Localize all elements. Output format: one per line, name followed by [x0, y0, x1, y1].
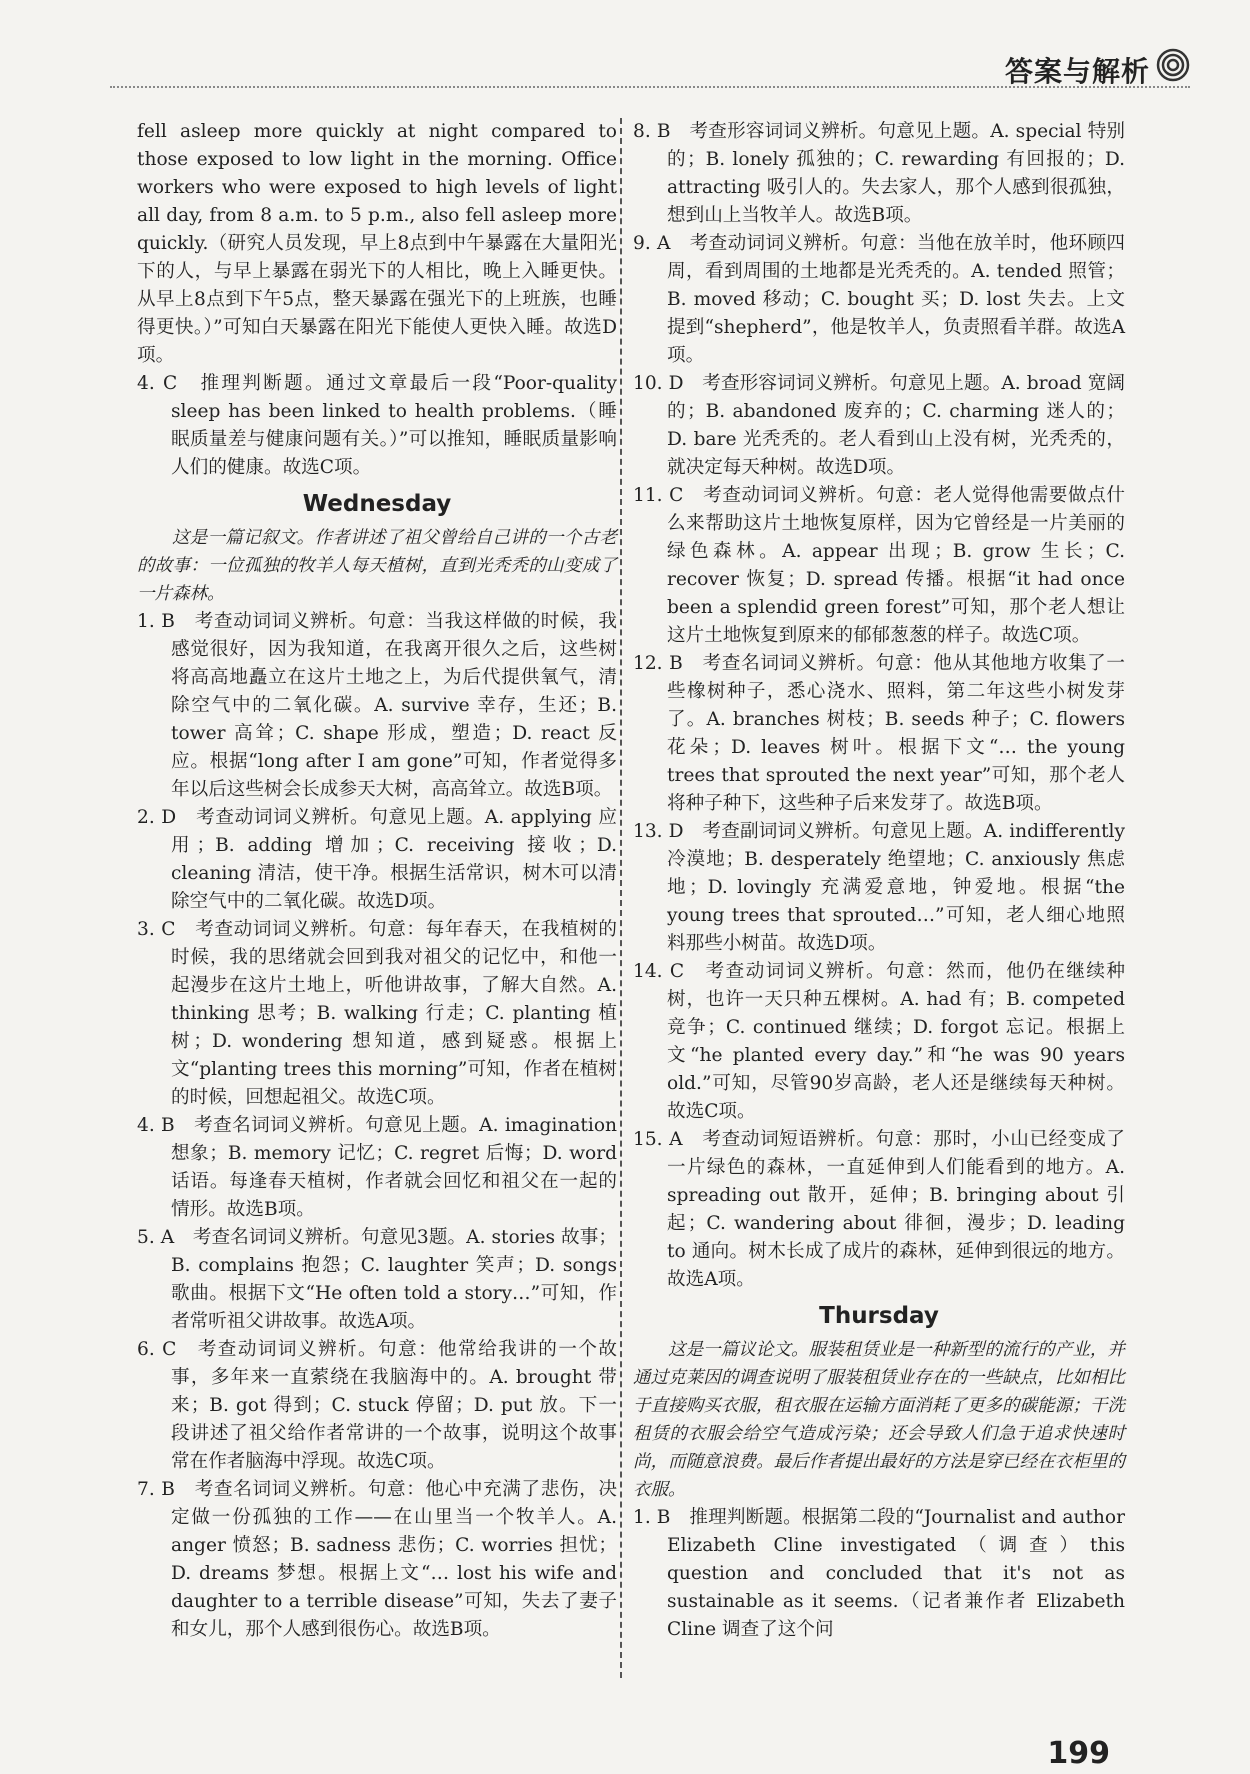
answer-item: 3. C 考查动词词义辨析。句意：每年春天，在我植树的时候，我的思绪就会回到我对祖父的记忆中，和他一起漫步在这片土地上，听他讲故事，了解大自然。A. thinking 思考；B. walking 行走；C. planting 植树；D. wondering 想知道，感到疑惑。根据上文“planting trees this morning”可知，作者在植树的时候，回想起祖父。故选C项。 — [137, 919, 617, 1108]
header-divider — [110, 86, 1190, 88]
answer-item: 5. A 考查名词词义辨析。句意见3题。A. stories 故事；B. complains 抱怨；C. laughter 笑声；D. songs 歌曲。根据下文“He often told a story…”可知，作者常听祖父讲故事。故选A项。 — [137, 1227, 617, 1332]
answer-item: 9. A 考查动词词义辨析。句意：当他在放羊时，他环顾四周，看到周围的土地都是光秃秃的。A. tended 照管；B. moved 移动；C. bought 买；D. lost 失去。上文提到“shepherd”，他是牧羊人，负责照看羊群。故选A项。 — [633, 233, 1125, 366]
header-title: 答案与解析 — [1004, 55, 1150, 88]
page-number: 199 — [1047, 1736, 1110, 1771]
answer-item: 2. D 考查动词词义辨析。句意见上题。A. applying 应用；B. adding 增加；C. receiving 接收；D. cleaning 清洁，使干净。根据生活常识，树木可以清除空气中的二氧化碳。故选D项。 — [137, 807, 617, 912]
answer-item: 15. A 考查动词短语辨析。句意：那时，小山已经变成了一片绿色的森林，一直延伸到人们能看到的地方。A. spreading out 散开，延伸；B. bringing about 引起；C. wandering about 徘徊，漫步；D. leading to 通向。树木长成了成片的森林，延伸到很远的地方。故选A项。 — [633, 1129, 1125, 1290]
answer-item: 12. B 考查名词词义辨析。句意：他从其他地方收集了一些橡树种子，悉心浇水、照料，第二年这些小树发芽了。A. branches 树枝；B. seeds 种子；C. flowers 花朵；D. leaves 树叶。根据下文“… the young trees that sprouted the next year”可知，那个老人将种子种下，这些种子后来发芽了。故选B项。 — [633, 653, 1125, 814]
answer-item: 4. C 推理判断题。通过文章最后一段“Poor-quality sleep has been linked to health problems.（睡眠质量差与健康问题有关。）”可以推知，睡眠质量影响人们的健康。故选C项。 — [137, 373, 617, 478]
answer-item: 6. C 考查动词词义辨析。句意：他常给我讲的一个故事，多年来一直萦绕在我脑海中的。A. brought 带来；B. got 得到；C. stuck 停留；D. put 放。下一段讲述了祖父给作者常讲的一个故事，说明这个故事常在作者脑海中浮现。故选C项。 — [137, 1339, 617, 1472]
answer-item: 4. B 考查名词词义辨析。句意见上题。A. imagination 想象；B. memory 记忆；C. regret 后悔；D. word 话语。每逢春天植树，作者就会回忆和祖父在一起的情形。故选B项。 — [137, 1115, 617, 1220]
section-title: Wednesday — [302, 491, 452, 517]
passage-summary: 这是一篇记叙文。作者讲述了祖父曾给自己讲的一个古老的故事：一位孤独的牧羊人每天植树，直到光秃秃的山变成了一片森林。 — [137, 528, 617, 604]
continued-text: fell asleep more quickly at night compared to those exposed to low light in the morning. Office workers who were exposed to high levels of light all day, from 8 a.m. to 5 p.m., also fell asleep more quickly.（研究人员发现，早上8点到中午暴露在大量阳光下的人，与早上暴露在弱光下的人相比，晚上入睡更快。从早上8点到下午5点，整天暴露在强光下的上班族，也睡得更快。）”可知白天暴露在阳光下能使人更快入睡。故选D项。 — [137, 121, 617, 366]
answer-item: 1. B 考查动词词义辨析。句意：当我这样做的时候，我感觉很好，因为我知道，在我离开很久之后，这些树将高高地矗立在这片土地之上，为后代提供氧气，清除空气中的二氧化碳。A. survive 幸存，生还；B. tower 高耸；C. shape 形成，塑造；D. react 反应。根据“long after I am gone”可知，作者觉得多年以后这些树会长成参天大树，高高耸立。故选B项。 — [137, 611, 617, 800]
answer-item: 10. D 考查形容词词义辨析。句意见上题。A. broad 宽阔的；B. abandoned 废弃的；C. charming 迷人的；D. bare 光秃秃的。老人看到山上没有树，光秃秃的，就决定每天种树。故选D项。 — [633, 373, 1125, 478]
section-title: Thursday — [819, 1303, 939, 1329]
passage-summary: 这是一篇议论文。服装租赁业是一种新型的流行的产业，并通过克莱因的调查说明了服装租赁业存在的一些缺点，比如相比于直接购买衣服，租衣服在运输方面消耗了更多的碳能源；干洗租赁的衣服会给空气造成污染；还会导致人们急于追求快速时尚，而随意浪费。最后作者提出最好的方法是穿已经在衣柜里的衣服。 — [633, 1340, 1125, 1500]
right-column — [633, 118, 1125, 1644]
left-column — [137, 118, 617, 1644]
answer-item: 14. C 考查动词词义辨析。句意：然而，他仍在继续种树，也许一天只种五棵树。A. had 有；B. competed 竞争；C. continued 继续；D. forgot 忘记。根据上文“he planted every day.”和“he was 90 years old.”可知，尽管90岁高龄，老人还是继续每天种树。故选C项。 — [633, 961, 1125, 1122]
answer-item: 8. B 考查形容词词义辨析。句意见上题。A. special 特别的；B. lonely 孤独的；C. rewarding 有回报的；D. attracting 吸引人的。失去家人，那个人感到很孤独，想到山上当牧羊人。故选B项。 — [633, 121, 1125, 226]
answer-item: 11. C 考查动词词义辨析。句意：老人觉得他需要做点什么来帮助这片土地恢复原样，因为它曾经是一片美丽的绿色森林。A. appear 出现；B. grow 生长；C. recover 恢复；D. spread 传播。根据“it had once been a splendid green forest”可知，那个老人想让这片土地恢复到原来的郁郁葱葱的样子。故选C项。 — [633, 485, 1125, 646]
answer-item: 1. B 推理判断题。根据第二段的“Journalist and author Elizabeth Cline investigated（调查）this question and concluded that it's not as sustainable as it seems.（记者兼作者 Elizabeth Cline 调查了这个问 — [633, 1507, 1125, 1640]
spiral-icon — [1156, 48, 1190, 82]
answer-item: 7. B 考查名词词义辨析。句意：他心中充满了悲伤，决定做一份孤独的工作——在山里当一个牧羊人。A. anger 愤怒；B. sadness 悲伤；C. worries 担忧；D. dreams 梦想。根据上文“… lost his wife and daughter to a terrible disease”可知，失去了妻子和女儿，那个人感到很伤心。故选B项。 — [137, 1479, 617, 1640]
column-divider — [620, 118, 622, 1678]
answer-item: 13. D 考查副词词义辨析。句意见上题。A. indifferently 冷漠地；B. desperately 绝望地；C. anxiously 焦虑地；D. lovingly 充满爱意地，钟爱地。根据“the young trees that sprouted…”可知，老人细心地照料那些小树苗。故选D项。 — [633, 821, 1125, 954]
